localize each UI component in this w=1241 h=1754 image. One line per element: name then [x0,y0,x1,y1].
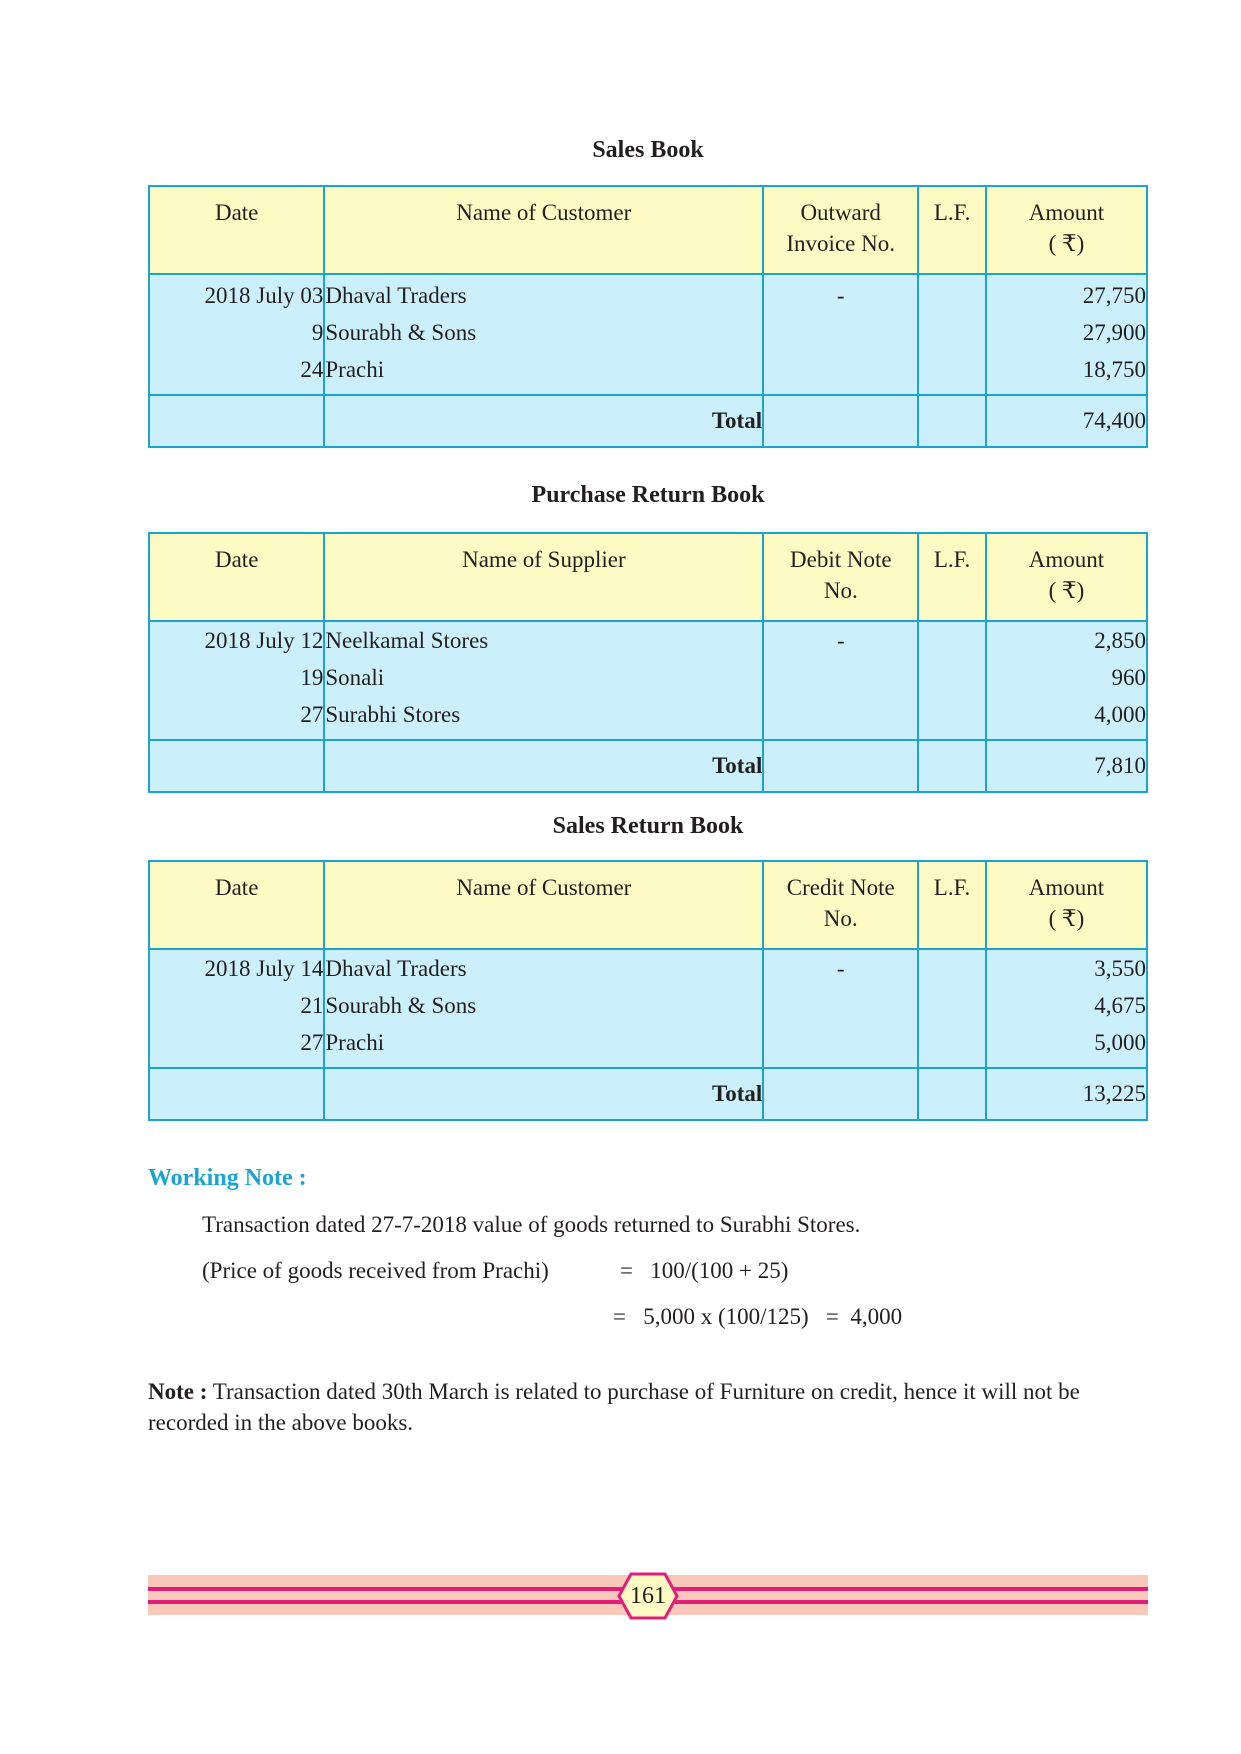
entry-date: 27 [300,702,324,727]
total-amount: 13,225 [986,1068,1147,1120]
entry-debit-note [764,659,917,696]
sales-return-book-table [148,860,1148,1121]
working-note-title: Working Note : [148,1165,307,1191]
entry-name: Dhaval Traders [325,283,467,308]
total-empty-cell [918,395,986,447]
entry-date: 9 [311,320,324,345]
entry-name: Dhaval Traders [325,956,467,981]
header-name: Name of Supplier [324,533,763,621]
total-row [149,740,1147,792]
working-note-line1: Transaction dated 27-7-2018 value of goods returned to Surabhi Stores. [202,1212,861,1237]
header-amount [986,861,1147,949]
entry-credit-note: - [836,956,845,981]
header-credit-note-line2: No. [823,906,858,931]
entry-name: Prachi [325,357,385,382]
credit-note-column [763,949,918,1068]
header-invoice [763,186,918,274]
header-debit-note-line1: Debit Note [790,547,892,572]
total-empty-cell [918,740,986,792]
total-empty-cell [918,1068,986,1120]
total-amount: 74,400 [986,395,1147,447]
header-amount [986,186,1147,274]
debit-note-column [763,621,918,740]
sales-book-table [148,185,1148,448]
purchase-return-book-title: Purchase Return Book [531,482,765,508]
sales-return-book-title: Sales Return Book [552,813,744,839]
name-column [324,274,763,395]
footnote-text: Transaction dated 30th March is related to purchase of Furniture on credit, hence it will not be recorded in the above books. [148,1379,1080,1435]
entry-date: 24 [300,357,324,382]
entry-date: 21 [300,993,324,1018]
table-header-row [149,533,1147,621]
table-body-row [149,621,1147,740]
header-amount-label: Amount [1028,875,1105,900]
lf-column [918,949,986,1068]
total-empty-cell [763,395,918,447]
header-lf: L.F. [918,186,986,274]
entry-invoice [764,314,917,351]
entry-credit-note [764,1024,917,1061]
entry-debit-note [764,696,917,733]
entry-date: 2018 July 03 [204,283,324,308]
footnote [148,1376,1148,1438]
entry-amount: 960 [1111,665,1146,690]
total-empty-cell [149,395,324,447]
lf-column [918,274,986,395]
purchase-return-book-table [148,532,1148,793]
table-header-row [149,186,1147,274]
lf-column [918,621,986,740]
total-empty-cell [763,740,918,792]
header-amount-unit: ( ₹) [1048,231,1085,256]
entry-date: 2018 July 12 [204,628,324,653]
total-row [149,395,1147,447]
header-lf: L.F. [918,533,986,621]
header-debit-note [763,533,918,621]
sales-book-title: Sales Book [592,137,704,163]
total-empty-cell [763,1068,918,1120]
entry-amount: 27,750 [1082,283,1146,308]
footnote-label: Note : [148,1379,208,1404]
entry-amount: 2,850 [1094,628,1146,653]
total-row [149,1068,1147,1120]
header-invoice-line1: Outward [800,200,881,225]
entry-invoice: - [836,283,845,308]
header-name: Name of Customer [324,186,763,274]
page-number: 161 [630,1583,666,1609]
header-date: Date [149,533,324,621]
total-empty-cell [149,1068,324,1120]
amount-column [986,621,1147,740]
entry-amount: 5,000 [1094,1030,1146,1055]
header-amount-label: Amount [1028,200,1105,225]
header-amount-unit: ( ₹) [1048,906,1085,931]
entry-invoice [764,351,917,388]
entry-name: Sourabh & Sons [325,993,477,1018]
name-column [324,621,763,740]
date-column [149,949,324,1068]
entry-date: 2018 July 14 [204,956,324,981]
header-credit-note [763,861,918,949]
header-lf: L.F. [918,861,986,949]
total-label: Total [324,1068,763,1120]
header-amount-label: Amount [1028,547,1105,572]
total-amount: 7,810 [986,740,1147,792]
header-amount [986,533,1147,621]
entry-name: Sourabh & Sons [325,320,477,345]
date-column [149,621,324,740]
table-body-row [149,274,1147,395]
working-note-line2-label: (Price of goods received from Prachi) [202,1258,549,1283]
table-header-row [149,861,1147,949]
name-column [324,949,763,1068]
entry-amount: 4,675 [1094,993,1146,1018]
entry-name: Surabhi Stores [325,702,461,727]
header-debit-note-line2: No. [823,578,858,603]
date-column [149,274,324,395]
entry-name: Neelkamal Stores [325,628,489,653]
amount-column [986,949,1147,1068]
entry-amount: 18,750 [1082,357,1146,382]
total-label: Total [324,395,763,447]
entry-date: 27 [300,1030,324,1055]
entry-credit-note [764,987,917,1024]
entry-name: Prachi [325,1030,385,1055]
invoice-column [763,274,918,395]
working-note-line3-value: = 5,000 x (100/125) = 4,000 [613,1304,903,1329]
total-empty-cell [149,740,324,792]
header-date: Date [149,186,324,274]
total-label: Total [324,740,763,792]
entry-debit-note: - [836,628,845,653]
table-body-row [149,949,1147,1068]
header-amount-unit: ( ₹) [1048,578,1085,603]
amount-column [986,274,1147,395]
header-name: Name of Customer [324,861,763,949]
header-credit-note-line1: Credit Note [786,875,895,900]
entry-name: Sonali [325,665,385,690]
entry-amount: 3,550 [1094,956,1146,981]
entry-date: 19 [300,665,324,690]
header-date: Date [149,861,324,949]
entry-amount: 4,000 [1094,702,1146,727]
working-note-line2-value: = 100/(100 + 25) [620,1258,789,1283]
entry-amount: 27,900 [1082,320,1146,345]
header-invoice-line2: Invoice No. [786,231,895,256]
